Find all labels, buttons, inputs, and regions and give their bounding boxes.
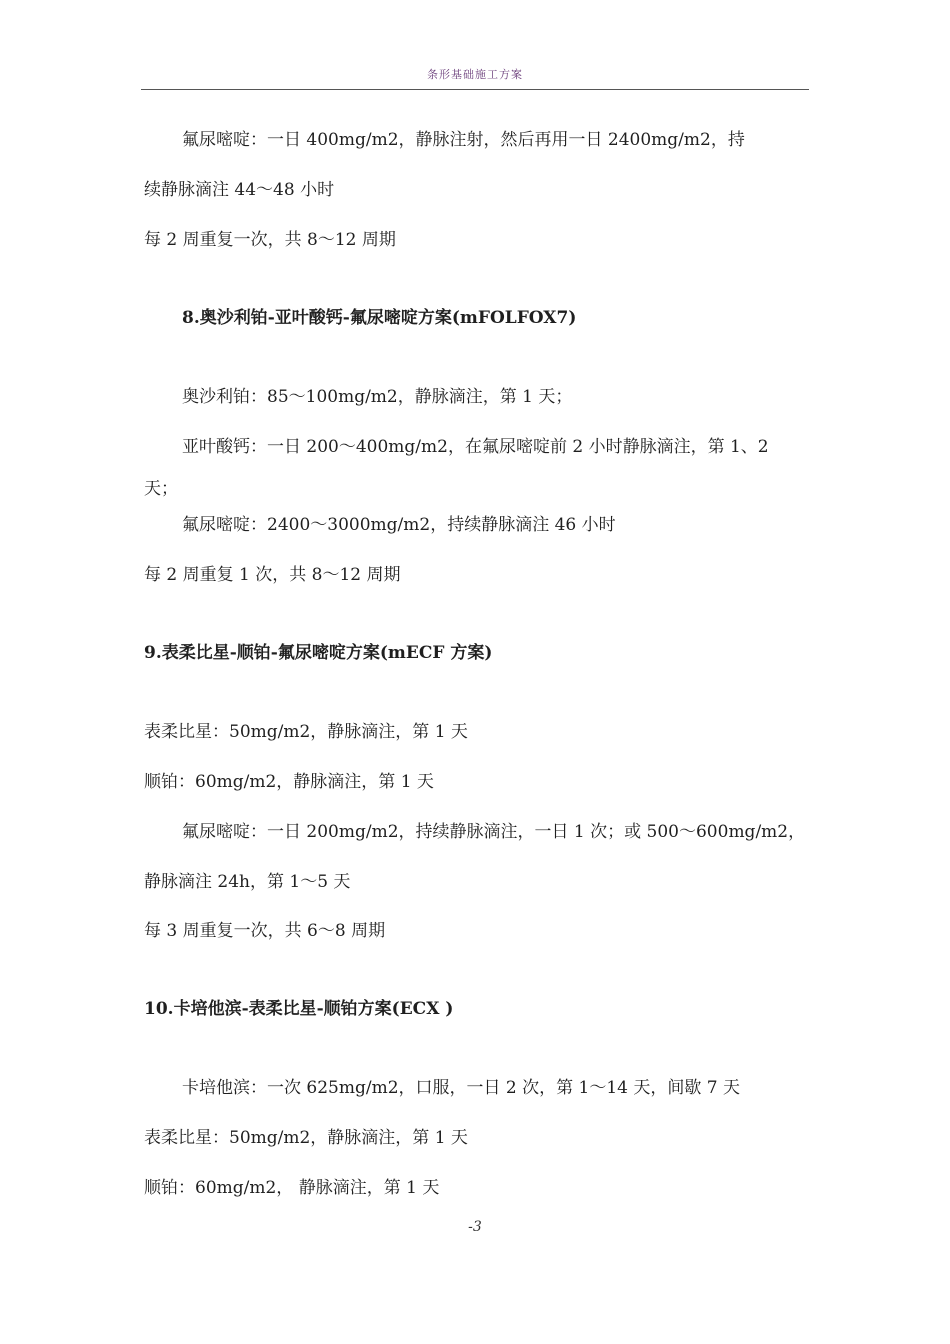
- paragraph-cycle-repeat-2: 每 2 周重复 1 次，共 8～12 周期: [144, 565, 401, 585]
- section-heading-8: 8.奥沙利铂-亚叶酸钙-氟尿嘧啶方案(mFOLFOX7): [182, 308, 577, 328]
- paragraph-fluorouracil-dose: 氟尿嘧啶：一日 400mg/m2，静脉注射，然后再用一日 2400mg/m2，持: [182, 130, 745, 150]
- paragraph-epirubicin: 表柔比星：50mg/m2，静脉滴注，第 1 天: [144, 722, 468, 742]
- paragraph-cisplatin: 顺铂：60mg/m2，静脉滴注，第 1 天: [144, 772, 434, 792]
- section-heading-10: 10.卡培他滨-表柔比星-顺铂方案(ECX ): [144, 999, 454, 1019]
- paragraph-capecitabine: 卡培他滨：一次 625mg/m2，口服，一日 2 次，第 1～14 天，间歇 7 天: [182, 1078, 741, 1098]
- paragraph-fluorouracil-24h: 静脉滴注 24h，第 1～5 天: [144, 872, 351, 892]
- paragraph-leucovorin-cont: 天；: [144, 479, 178, 499]
- paragraph-fluorouracil-46h: 氟尿嘧啶：2400～3000mg/m2，持续静脉滴注 46 小时: [182, 515, 616, 535]
- header-divider: [141, 89, 809, 90]
- page-number: -3: [468, 1219, 482, 1235]
- paragraph-oxaliplatin: 奥沙利铂：85～100mg/m2，静脉滴注，第 1 天；: [182, 387, 573, 407]
- paragraph-epirubicin-2: 表柔比星：50mg/m2，静脉滴注，第 1 天: [144, 1128, 468, 1148]
- paragraph-cycle-repeat: 每 2 周重复一次，共 8～12 周期: [144, 230, 396, 250]
- paragraph-cisplatin-2: 顺铂：60mg/m2， 静脉滴注，第 1 天: [144, 1178, 440, 1198]
- page-header-title: 条形基础施工方案: [427, 68, 523, 81]
- paragraph-leucovorin: 亚叶酸钙：一日 200～400mg/m2，在氟尿嘧啶前 2 小时静脉滴注，第 1、2: [182, 437, 769, 457]
- section-heading-9: 9.表柔比星-顺铂-氟尿嘧啶方案(mECF 方案): [144, 643, 493, 663]
- paragraph-fluorouracil-infusion: 续静脉滴注 44～48 小时: [144, 180, 335, 200]
- paragraph-fluorouracil-daily: 氟尿嘧啶：一日 200mg/m2，持续静脉滴注，一日 1 次；或 500～600mg/m2，: [182, 822, 806, 842]
- paragraph-cycle-repeat-3: 每 3 周重复一次，共 6～8 周期: [144, 921, 386, 941]
